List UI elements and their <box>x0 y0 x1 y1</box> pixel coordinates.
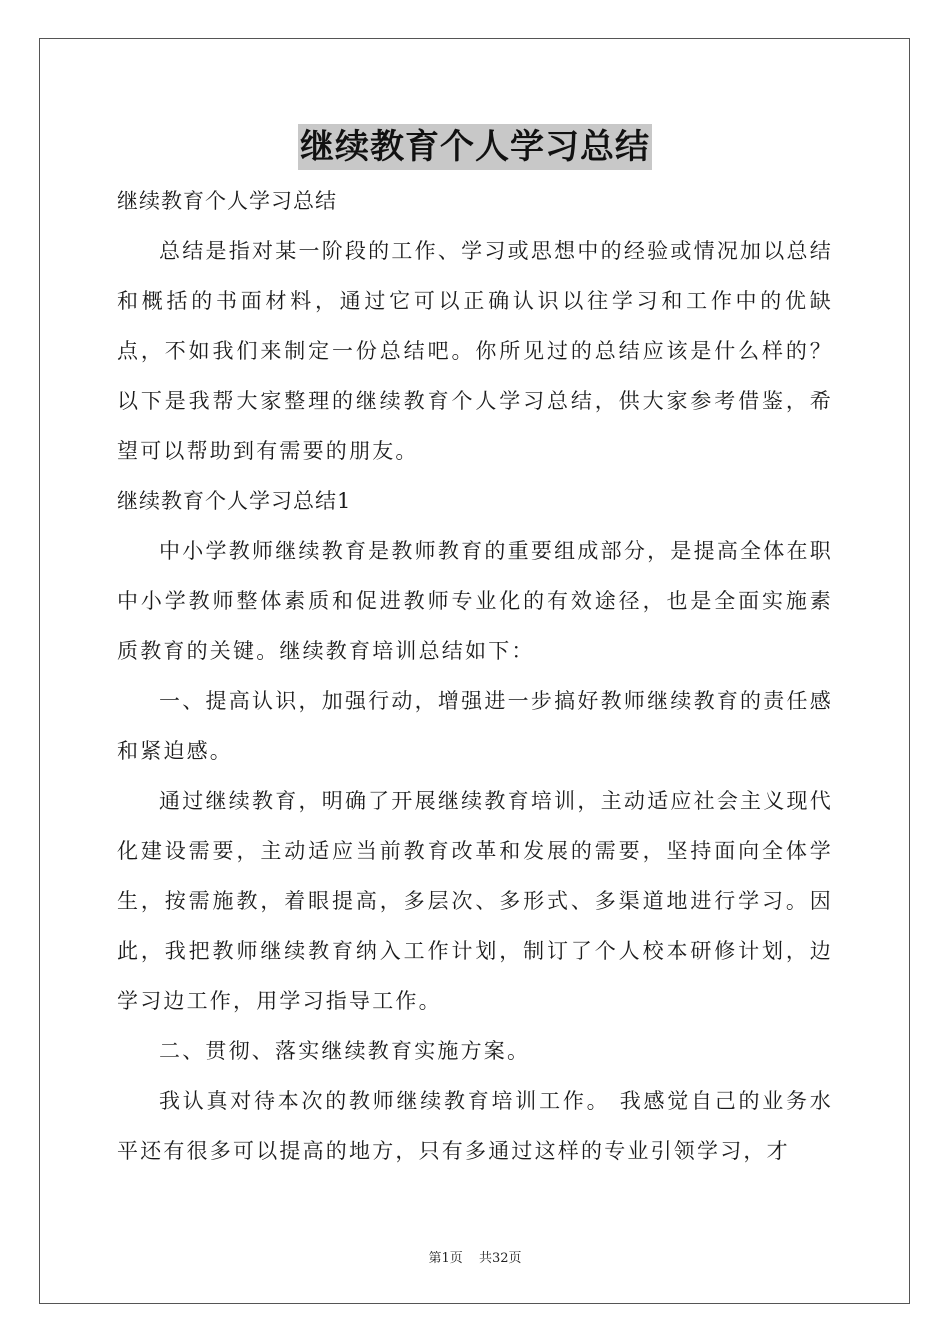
page-number: 第1页 <box>428 1251 463 1266</box>
intro-paragraph: 总结是指对某一阶段的工作、学习或思想中的经验或情况加以总结和概括的书面材料，通过它可以正确认识以往学习和工作中的优缺点，不如我们来制定一份总结吧。你所见过的总结应该是什么样的？以下是我帮大家整理的继续教育个人学习总结，供大家参考借鉴，希望可以帮助到有需要的朋友。 <box>117 239 833 463</box>
page-footer <box>0 1247 950 1266</box>
body-paragraph-4: 二、贯彻、落实继续教育实施方案。 <box>159 1039 531 1063</box>
title-container <box>0 124 950 170</box>
document-subtitle: 继续教育个人学习总结 <box>117 189 337 213</box>
body-paragraph-2: 一、提高认识，加强行动，增强进一步搞好教师继续教育的责任感和紧迫感。 <box>117 689 833 763</box>
body-paragraph-5: 我认真对待本次的教师继续教育培训工作。 我感觉自己的业务水平还有很多可以提高的地方，只有多通过这样的专业引领学习，才 <box>117 1089 833 1163</box>
page-total: 共32页 <box>478 1251 522 1266</box>
body-paragraph-1: 中小学教师继续教育是教师教育的重要组成部分，是提高全体在职中小学教师整体素质和促进教师专业化的有效途径，也是全面实施素质教育的关键。继续教育培训总结如下： <box>117 539 833 663</box>
section-heading: 继续教育个人学习总结1 <box>117 489 352 513</box>
document-title: 继续教育个人学习总结 <box>298 124 652 170</box>
document-body <box>117 176 833 1176</box>
body-paragraph-3: 通过继续教育，明确了开展继续教育培训，主动适应社会主义现代化建设需要，主动适应当前教育改革和发展的需要，坚持面向全体学生，按需施教，着眼提高，多层次、多形式、多渠道地进行学习。因此，我把教师继续教育纳入工作计划，制订了个人校本研修计划，边学习边工作，用学习指导工作。 <box>117 789 833 1013</box>
